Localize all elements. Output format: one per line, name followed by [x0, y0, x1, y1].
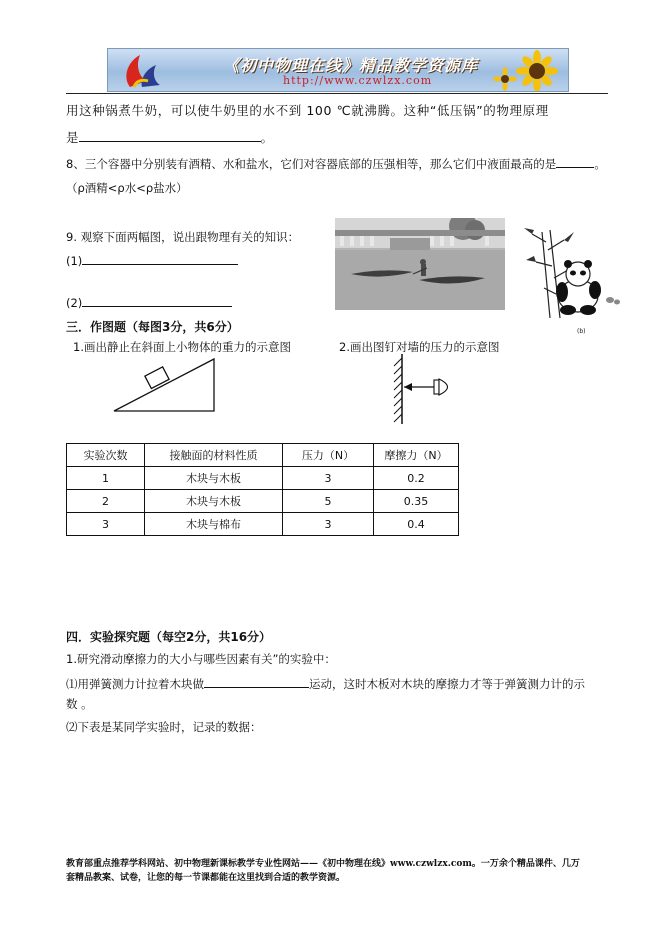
q9-item1 — [66, 252, 238, 268]
section4-p1-cont: 数 。 — [66, 697, 93, 711]
thumbtack-icon — [434, 380, 439, 394]
q7-line1: 用这种锅煮牛奶，可以使牛奶里的水不到 100 ℃就沸腾。这种“低压锅”的物理原理 — [66, 103, 549, 118]
header-banner — [107, 48, 569, 92]
q7-answer-blank[interactable] — [79, 129, 261, 142]
section3-heading: 三．作图题（每图3分，共6分） — [66, 320, 239, 334]
q9-item1-blank[interactable] — [82, 252, 238, 265]
table-row — [67, 467, 459, 490]
q7-line2 — [66, 128, 273, 146]
boat-scene-image — [335, 218, 505, 310]
q8-answer-blank[interactable] — [556, 155, 594, 168]
table-cell: 木块与木板 — [145, 490, 283, 513]
table-header-cell: 压力（N） — [283, 444, 374, 467]
footer-line1: 教育部重点推荐学科网站、初中物理新课标教学专业性网站——《初中物理在线》www.czwlzx.com。一万余个精品课件、几万 — [66, 859, 580, 869]
section4-p1-prefix: ⑴用弹簧测力计拉着木块做 — [66, 677, 204, 691]
q9-intro: 9. 观察下面两幅图，说出跟物理有关的知识： — [66, 230, 300, 244]
section4-q1: 1.研究滑动摩擦力的大小与哪些因素有关”的实验中： — [66, 652, 336, 666]
footer-line2: 套精品教案、试卷，让您的每一节课都能在这里找到合适的教学资源。 — [66, 873, 346, 883]
table-header-cell: 实验次数 — [67, 444, 145, 467]
section3-task2: 2.画出图钉对墙的压力的示意图 — [339, 340, 500, 354]
thumbtack-wall-diagram — [380, 352, 470, 426]
table-cell: 0.35 — [374, 490, 459, 513]
panda-caption: (b) — [577, 328, 586, 335]
table-header-cell: 接触面的材料性质 — [145, 444, 283, 467]
table-row — [67, 513, 459, 536]
q9-item2-blank[interactable] — [82, 294, 232, 307]
table-header-row — [67, 444, 459, 467]
banner-url: http://www.czwlzx.com — [283, 74, 433, 87]
section4-heading: 四．实验探究题（每空2分，共16分） — [66, 630, 272, 644]
section4-p1-blank[interactable] — [204, 675, 309, 688]
q9-item2 — [66, 294, 232, 310]
q7-suffix: 。 — [260, 130, 274, 145]
banner-title: 《初中物理在线》精品教学资源库 — [223, 56, 479, 75]
site-logo-icon — [112, 51, 172, 89]
table-cell: 0.4 — [374, 513, 459, 536]
boat-photo — [335, 218, 505, 310]
q8-line2: （ρ酒精<ρ水<ρ盐水） — [66, 181, 188, 195]
table-cell: 木块与棉布 — [145, 513, 283, 536]
table-cell: 1 — [67, 467, 145, 490]
section4-p2: ⑵下表是某同学实验时，记录的数据： — [66, 720, 262, 734]
page-footer — [66, 857, 614, 885]
panda-bamboo-image — [520, 222, 630, 338]
table-row — [67, 490, 459, 513]
friction-table — [66, 443, 459, 536]
incline-diagram — [110, 355, 220, 415]
section4-p1-suffix: 运动，这时木板对木块的摩擦力才等于弹簧测力计的示 — [309, 677, 585, 691]
table-header-cell: 摩擦力（N） — [374, 444, 459, 467]
section3-task1: 1.画出静止在斜面上小物体的重力的示意图 — [73, 340, 291, 354]
table-cell: 5 — [283, 490, 374, 513]
table-cell: 木块与木板 — [145, 467, 283, 490]
table-cell: 3 — [283, 513, 374, 536]
q8-end: 。 — [594, 157, 606, 171]
header-rule — [66, 93, 608, 94]
table-cell: 2 — [67, 490, 145, 513]
section4-p1 — [66, 675, 585, 692]
table-cell: 3 — [67, 513, 145, 536]
table-cell: 3 — [283, 467, 374, 490]
q7-prefix: 是 — [66, 130, 79, 145]
q9-item1-label: (1) — [66, 254, 83, 268]
block-on-incline — [145, 367, 169, 389]
q8-text: 8、三个容器中分别装有酒精、水和盐水，它们对容器底部的压强相等，那么它们中液面最高的是 — [66, 157, 557, 171]
sunflower-icon — [493, 49, 567, 91]
q9-item2-label: (2) — [66, 296, 83, 310]
q8-line1 — [66, 155, 606, 172]
table-cell: 0.2 — [374, 467, 459, 490]
